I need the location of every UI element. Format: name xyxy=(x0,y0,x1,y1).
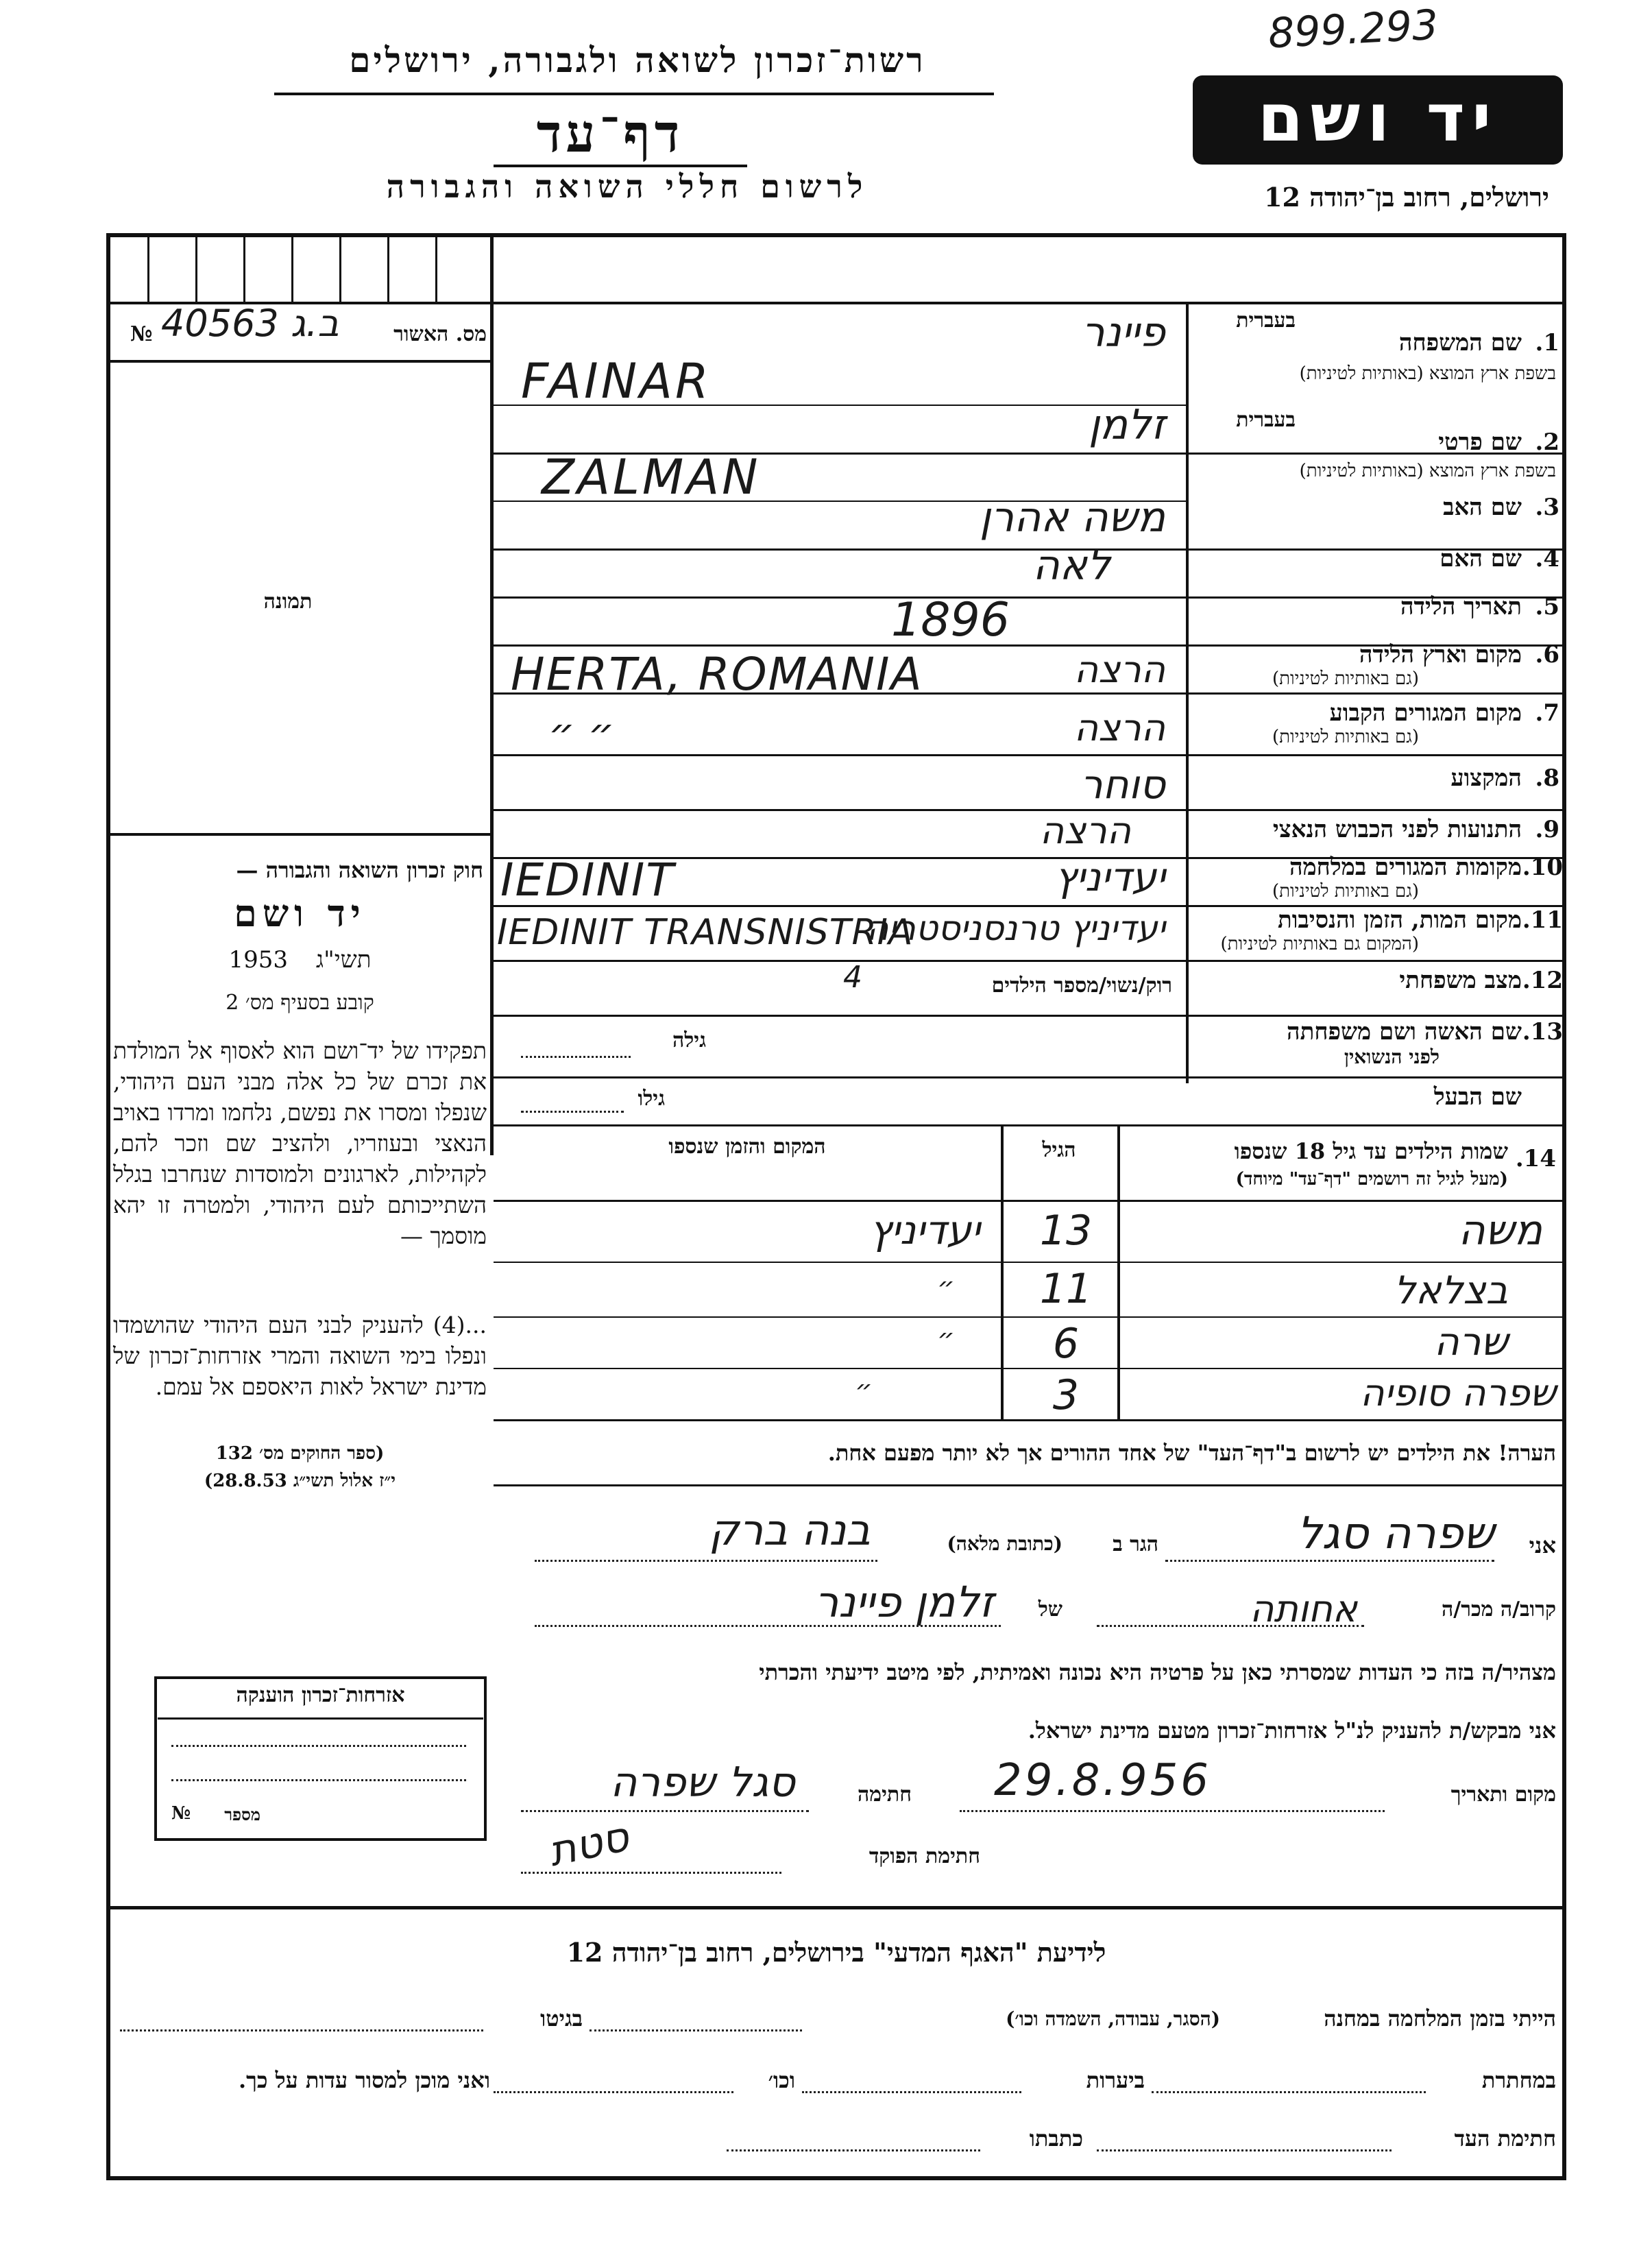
children-table-bottom xyxy=(494,1419,1566,1421)
bottom-line1-c: בגיטו xyxy=(540,2005,583,2031)
field13-num: 13. xyxy=(1522,1018,1563,1046)
bottom-line2-a: במחתרת xyxy=(1481,2067,1556,2093)
decl-signature-label: חתימה xyxy=(858,1783,912,1807)
address: ירושלים, רחוב בן־יהודה 12 xyxy=(1264,182,1549,213)
children-note: הערה! את הילדים יש לרשום ב"דף־העד" של אחד ההורים אך לא יותר מפעם אחת. xyxy=(827,1440,1556,1466)
field8-label: המקצוע xyxy=(1450,764,1522,792)
decl-address: בנה ברק xyxy=(709,1505,871,1555)
children-header-rule xyxy=(494,1200,1566,1202)
field11-sub: (המקום גם באותיות לטיניות) xyxy=(1220,934,1419,954)
field12-value: 4 xyxy=(843,960,862,995)
field13-label: שם האשה ושם משפחתה xyxy=(1287,1018,1522,1046)
field6-label: מקום וארץ הלידה xyxy=(1359,641,1522,668)
header-rule xyxy=(274,93,994,95)
children-col-age-right xyxy=(1117,1124,1120,1419)
decl-signature-line xyxy=(521,1810,809,1812)
decl-full-address-label: (כתובת מלאה) xyxy=(947,1532,1062,1555)
bottom-line1-b: (הסגר, עבודה, השמדה וכו׳) xyxy=(1006,2007,1220,2030)
law-section: קובע בסעיף מס׳ 2 xyxy=(226,991,374,1015)
bottom-line1-fill2 xyxy=(120,2029,483,2031)
children-table-top xyxy=(494,1124,1566,1126)
bottom-line2-fill1 xyxy=(1152,2091,1426,2093)
field2-hebrew-tag: בעברית xyxy=(1236,408,1296,432)
field7-value-latin: ״ ״ xyxy=(548,710,615,758)
children-row-rule xyxy=(494,1316,1566,1318)
field2-sub: בשפת ארץ המוצא (באותיות לטיניות) xyxy=(1299,461,1556,481)
field13-sub: לפני הנשואין xyxy=(1344,1046,1440,1068)
field6-value-hebrew: הרצה xyxy=(1073,648,1165,691)
strip-div xyxy=(291,237,293,302)
decl-of-value: זלמן פיינר xyxy=(814,1577,994,1627)
field11-value-latin: IEDINIT TRANSNISTRIA xyxy=(497,912,914,953)
decl-date: 29.8.956 xyxy=(994,1755,1211,1806)
field5-value: 1896 xyxy=(891,593,1010,647)
field1-value-hebrew: פיינר xyxy=(1081,309,1165,357)
field10-value-hebrew: יעדיניץ xyxy=(1054,854,1165,900)
law-year: 1953 xyxy=(228,946,289,974)
note-rule xyxy=(494,1484,1566,1486)
child4-age: 3 xyxy=(1052,1371,1080,1419)
field9-num: 9. xyxy=(1535,816,1559,843)
wife-age-line xyxy=(521,1056,631,1058)
decl-statement2: אני מבקש/ת להעניק לנ"ל אזרחות־זכרון מטעם מדינת ישראל. xyxy=(1028,1717,1556,1744)
field5-num: 5. xyxy=(1535,593,1559,620)
strip-div xyxy=(387,237,389,302)
child2-age: 11 xyxy=(1039,1265,1093,1313)
field1-value-latin: FAINAR xyxy=(521,353,712,409)
field11-num: 11. xyxy=(1522,906,1563,934)
field4-value: לאה xyxy=(1032,542,1110,590)
law-ref1: (ספר החוקים מס׳ 132 xyxy=(215,1443,385,1464)
children-row-rule xyxy=(494,1368,1566,1369)
child4-place: ״ xyxy=(855,1375,873,1406)
approval-number-value: 40563 ב.ג xyxy=(161,302,339,345)
field11-label: מקום המות, הזמן והנסיבות xyxy=(1277,906,1522,934)
bottom-line2-fill2 xyxy=(802,2091,1021,2093)
child2-place: ״ xyxy=(937,1272,955,1303)
decl-relation-line xyxy=(1097,1625,1364,1627)
field11-value-hebrew: יעדיניץ טרנסניסטריה xyxy=(866,908,1165,948)
field6-sub: (גם באותיות לטיניות) xyxy=(1272,668,1419,689)
bottom-line3-b: כתבתו xyxy=(1029,2125,1083,2151)
logo-text: יד ושם xyxy=(1257,80,1498,156)
row-rule xyxy=(494,960,1566,962)
row-rule xyxy=(494,1076,1566,1078)
child3-age: 6 xyxy=(1052,1320,1080,1368)
law-text1: תפקידו של יד־ושם הוא לאסוף אל המולדת את זכרם של כל אלה מבני העם היהודי, שנפלו ומסרו את נפשם, נלחמו ומרדו באויב הנאצי ובעוזריו, ולהציב שם וזכר להם, לקהילות, לארגונים ולמוסדות שנחרבו בגלל השתייכותם לעם היהודי, ולמטרה זו יהא מוסמך — xyxy=(113,1037,487,1249)
wife-age-label: גילה xyxy=(672,1028,706,1052)
husband-age-label: גילו xyxy=(637,1087,665,1111)
bottom-line2-c: וכו׳ xyxy=(768,2067,795,2093)
field1-hebrew-tag: בעברית xyxy=(1236,309,1296,333)
child1-age: 13 xyxy=(1039,1207,1093,1255)
children-place-header: המקום והזמן שנספו xyxy=(668,1135,826,1159)
children-age-header: הגיל xyxy=(1042,1138,1076,1162)
bottom-line3-fill1 xyxy=(1097,2149,1392,2151)
citizenship-no-mark: № xyxy=(171,1803,191,1824)
field3-label: שם האב xyxy=(1443,494,1522,521)
bottom-line3-fill2 xyxy=(727,2149,980,2151)
photo-label: תמונה xyxy=(263,590,313,614)
law-name: יד ושם xyxy=(234,891,366,935)
decl-of-label: של xyxy=(1038,1597,1062,1621)
decl-signature: סגל שפרה xyxy=(610,1759,795,1807)
bottom-title: לידיעת "האגף המדעי" בירושלים, רחוב בן־יהודה 12 xyxy=(566,1937,1106,1968)
citizenship-number-label: מספר xyxy=(224,1805,260,1824)
field12-num: 12. xyxy=(1522,967,1563,994)
children-num: 14. xyxy=(1515,1145,1556,1172)
field7-value-hebrew: הרצה xyxy=(1073,706,1165,749)
approval-label: מס. האשור xyxy=(393,322,487,346)
form-subtitle: לרשום חללי השואה והגבורה xyxy=(386,168,868,205)
bottom-line2-d: ואני מוכן למסור עדות על כך. xyxy=(238,2067,490,2093)
child1-name: משה xyxy=(1458,1207,1542,1255)
strip-div xyxy=(435,237,437,302)
field12-label: מצב משפחתי xyxy=(1399,967,1522,994)
decl-name-line xyxy=(1165,1560,1494,1562)
archive-number: 899.293 xyxy=(1267,1,1440,58)
field1-sub: בשפת ארץ המוצא (באותיות לטיניות) xyxy=(1299,363,1556,384)
bottom-section-rule xyxy=(106,1906,1566,1909)
org-line: רשות־זכרון לשואה ולגבורה, ירושלים xyxy=(349,40,926,80)
decl-statement1: מצהיר/ה בזה כי העדות שמסרתי כאן על פרטיה היא נכונה ואמיתית, לפי מיטב ידיעתי והכרתי xyxy=(759,1659,1556,1685)
children-col-age-left xyxy=(1001,1124,1004,1419)
field7-num: 7. xyxy=(1535,699,1559,727)
child3-name: שרה xyxy=(1434,1320,1508,1364)
strip-div xyxy=(339,237,341,302)
row-rule xyxy=(494,1015,1566,1017)
photo-area-bottom xyxy=(106,833,494,836)
decl-officer-signature: סטת xyxy=(544,1812,633,1877)
field8-num: 8. xyxy=(1535,764,1559,792)
field10-num: 10. xyxy=(1522,854,1563,881)
children-header-sub: (מעל לגיל זה רושמים "דף־עד" מיוחד) xyxy=(1235,1169,1508,1190)
field2-num: 2. xyxy=(1535,429,1559,456)
citizenship-title: אזרחות־זכרון הוענקה xyxy=(236,1683,405,1707)
title-rule xyxy=(494,165,747,167)
citizenship-line1 xyxy=(171,1745,466,1747)
decl-relation-value: אחותה xyxy=(1250,1587,1357,1630)
field2-value-latin: ZALMAN xyxy=(542,449,761,505)
child3-place: ״ xyxy=(937,1323,955,1355)
law-line1: חוק זכרון השואה והגבורה — xyxy=(236,857,483,883)
law-text2: ...(4) להעניק לבני העם היהודי שהושמדו ונפלו בימי השואה והמרי אזרחות־זכרון של מדינת ישראל לאות היאספם אל עמם. xyxy=(113,1312,487,1400)
approval-no-mark: № xyxy=(130,322,153,346)
field3-value: משה אהרן xyxy=(979,494,1165,542)
child1-place: יעדיניץ xyxy=(869,1207,980,1253)
husband-age-line xyxy=(521,1111,624,1113)
decl-relation-label: קרוב/ה מכר/ה xyxy=(1442,1597,1556,1621)
field12-value-label: רוק/נשוי/מספר הילדים xyxy=(991,974,1172,998)
yad-vashem-logo xyxy=(1193,75,1563,165)
field4-num: 4. xyxy=(1535,545,1559,572)
field9-value: הרצה xyxy=(1039,809,1131,852)
field10-label: מקומות המגורים במלחמה xyxy=(1289,854,1522,881)
decl-officer-label: חתימת הפוקד xyxy=(868,1844,980,1868)
child4-name: שפרה סופיה xyxy=(1360,1371,1556,1414)
field5-label: תאריך הלידה xyxy=(1400,593,1522,620)
field3-num: 3. xyxy=(1535,494,1559,521)
approval-row-rule xyxy=(106,360,494,363)
decl-place-date-label: מקום ותאריך xyxy=(1450,1783,1556,1807)
decl-of-line xyxy=(535,1625,1001,1627)
law-ref2: י״ז אלול תשי״ג 28.8.53) xyxy=(204,1471,396,1491)
field10-value-latin: IEDINIT xyxy=(500,854,675,906)
citizenship-line2 xyxy=(171,1779,466,1781)
law-year-heb: תשי"ג xyxy=(315,946,372,974)
strip-div xyxy=(195,237,197,302)
strip-div xyxy=(243,237,245,302)
field1-label: שם המשפחה xyxy=(1398,329,1522,357)
row-rule xyxy=(494,754,1566,756)
field2-label: שם פרטי xyxy=(1438,429,1522,456)
field8-value: סוחר xyxy=(1080,761,1165,808)
decl-address-line xyxy=(535,1560,877,1562)
bottom-line1-a: הייתי בזמן המלחמה במחנה xyxy=(1324,2005,1556,2031)
decl-date-line xyxy=(960,1810,1385,1812)
field6-num: 6. xyxy=(1535,641,1559,668)
decl-residing: הגר ב xyxy=(1113,1532,1158,1556)
strip-div xyxy=(147,237,149,302)
bottom-line3-a: חתימת העד xyxy=(1454,2125,1556,2151)
children-row-rule xyxy=(494,1262,1566,1263)
field2-value-hebrew: זלמן xyxy=(1089,401,1165,449)
husband-label: שם הבעל xyxy=(1433,1083,1522,1111)
field10-sub: (גם באותיות לטיניות) xyxy=(1272,881,1419,902)
field7-sub: (גם באותיות לטיניות) xyxy=(1272,727,1419,747)
child2-name: בצלאל xyxy=(1394,1268,1508,1313)
field1-num: 1. xyxy=(1535,329,1559,357)
form-title: דף־עד xyxy=(536,103,684,164)
field4-label: שם האם xyxy=(1440,545,1522,572)
bottom-line1-fill1 xyxy=(590,2029,802,2031)
field7-label: מקום המגורים הקבוע xyxy=(1329,699,1522,727)
citizenship-title-rule xyxy=(158,1717,483,1720)
children-header: שמות הילדים עד גיל 18 שנספו xyxy=(1234,1138,1508,1164)
bottom-line2-fill3 xyxy=(494,2091,733,2093)
law-year-row xyxy=(117,946,483,974)
decl-declarant: שפרה סגל xyxy=(1297,1508,1494,1559)
field9-label: התנועות לפני הכבוש הנאצי xyxy=(1272,816,1522,843)
field6-value-latin: HERTA, ROMANIA xyxy=(511,648,923,701)
bottom-line2-b: ביערות xyxy=(1086,2067,1145,2093)
decl-i-label: אני xyxy=(1529,1532,1556,1558)
